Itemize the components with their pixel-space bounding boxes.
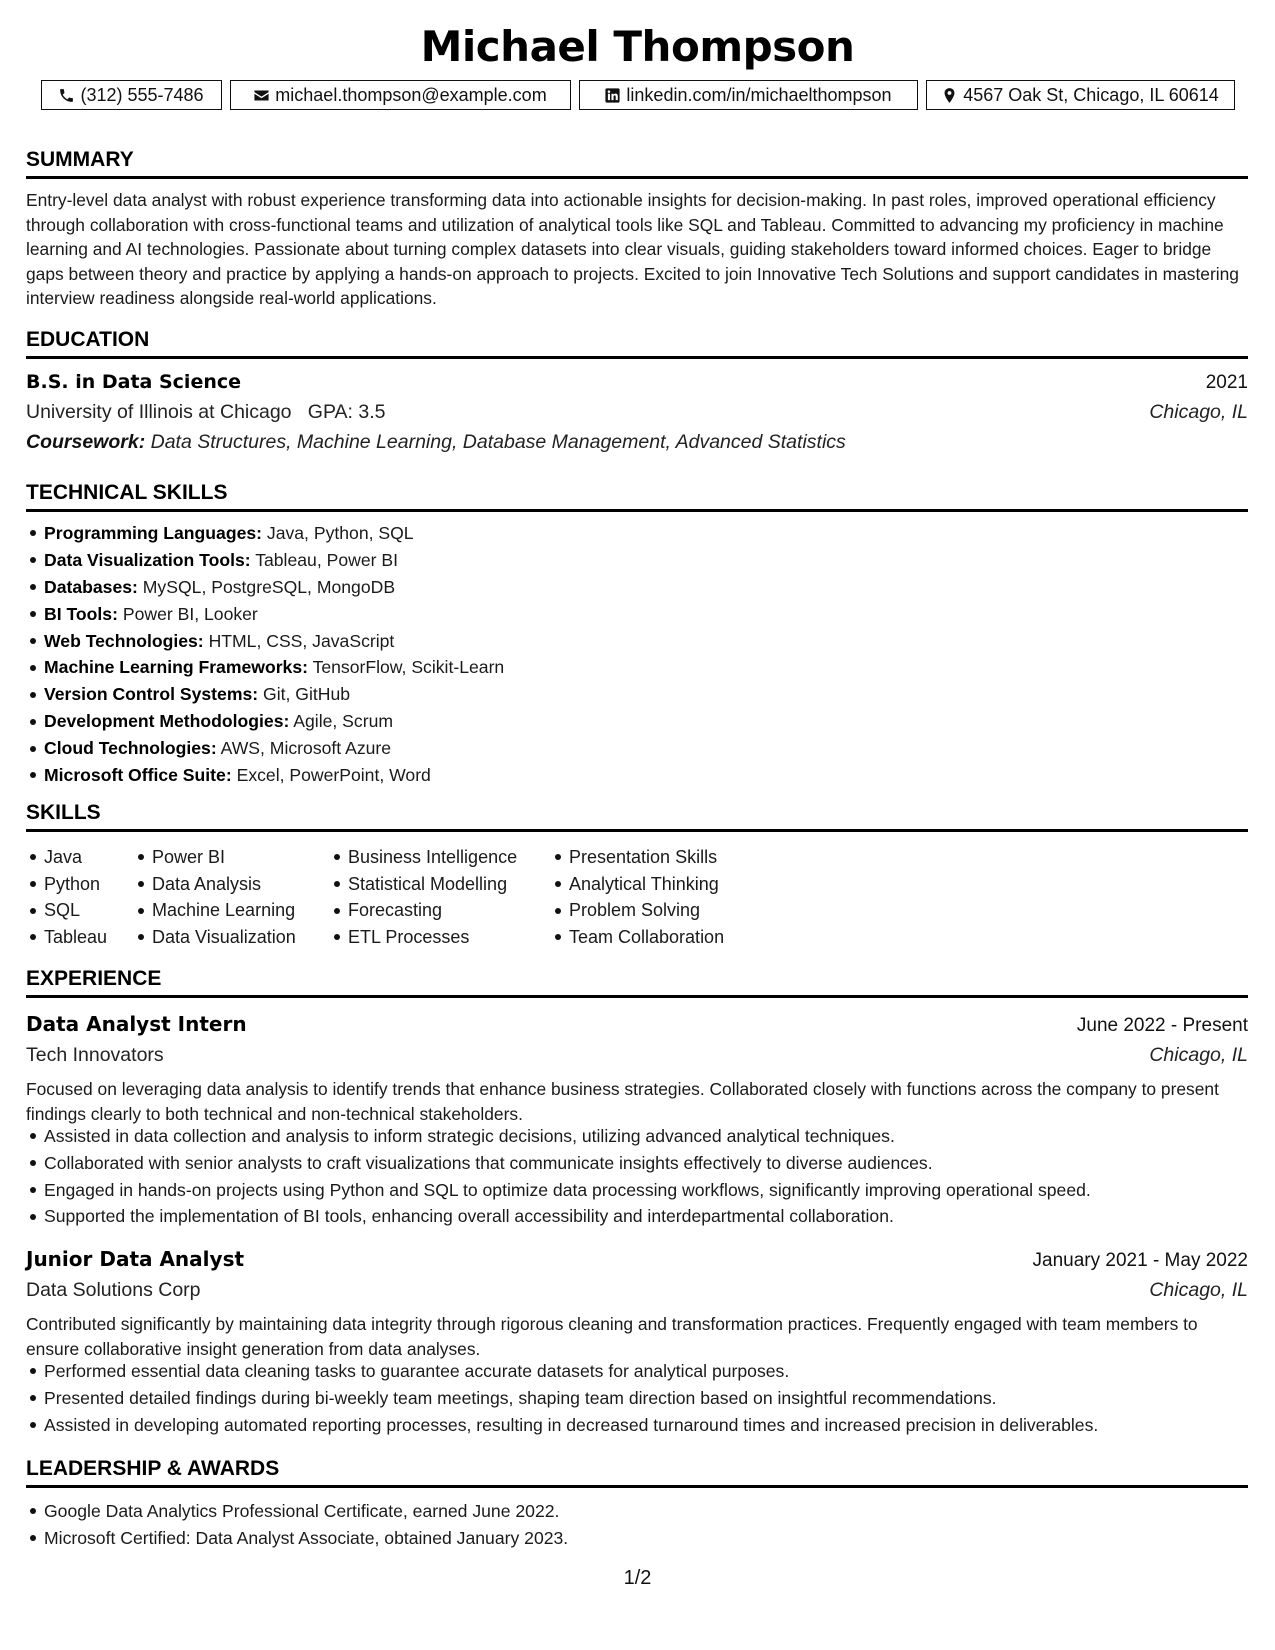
gpa: GPA: 3.5 — [307, 401, 386, 423]
list-item: Forecasting — [330, 897, 551, 924]
degree-title: B.S. in Data Science — [26, 371, 242, 393]
list-item: Google Data Analytics Professional Certificate, earned June 2022. — [26, 1498, 1248, 1525]
list-item: Presentation Skills — [551, 844, 751, 871]
list-item: Data Visualization Tools: Tableau, Power BI — [26, 547, 1248, 574]
list-item: BI Tools: Power BI, Looker — [26, 601, 1248, 628]
list-item: Analytical Thinking — [551, 871, 751, 898]
coursework — [26, 431, 1248, 454]
candidate-name: Michael Thompson — [420, 22, 855, 71]
contact-phone[interactable] — [41, 80, 222, 110]
education-degree-row — [26, 371, 1248, 394]
job-1-bullets — [26, 1123, 1248, 1230]
page-number: 1/2 — [623, 1567, 652, 1589]
email-text: michael.thompson@example.com — [275, 84, 547, 105]
skills-heading: SKILLS — [26, 801, 1248, 832]
job-2-title-row — [26, 1247, 1248, 1272]
linkedin-text: linkedin.com/in/michaelthompson — [626, 84, 892, 105]
job-1-dates: June 2022 - Present — [1076, 1015, 1248, 1036]
skills-column-2 — [134, 844, 330, 951]
list-item: Version Control Systems: Git, GitHub — [26, 681, 1248, 708]
summary-text: Entry-level data analyst with robust experience transforming data into actionable insights for decision-making. In past roles, improved operational efficiency through collaboration with cross-functional teams and utilization of analytical tools like SQL and Tableau. Committed to advancing my proficiency in machine learning and AI technologies. Passionate about turning complex datasets into clear visuals, guiding stakeholders toward informed choices. Eager to bridge gaps between theory and practice by applying a hands-on approach to projects. Excited to join Innovative Tech Solutions and support candidates in mastering interview readiness alongside real-world applications. — [26, 190, 1239, 309]
job-1-role: Data Analyst Intern — [26, 1012, 247, 1036]
list-item: Supported the implementation of BI tools, enhancing overall accessibility and interdepartmental collaboration. — [26, 1203, 1248, 1230]
technical-skills-heading: TECHNICAL SKILLS — [26, 481, 1248, 512]
coursework-list: Data Structures, Machine Learning, Database Management, Advanced Statistics — [150, 431, 846, 453]
job-1-description: Focused on leveraging data analysis to identify trends that enhance business strategies. Collaborated closely with functions across the company to present findings clearly to both technical and non-technical stakeholders. — [26, 1079, 1219, 1124]
summary-heading: SUMMARY — [26, 148, 1248, 179]
graduation-year: 2021 — [1205, 372, 1248, 393]
list-item: Databases: MySQL, PostgreSQL, MongoDB — [26, 574, 1248, 601]
skills-column-3 — [330, 844, 551, 951]
list-item: Data Visualization — [134, 924, 330, 951]
list-item: Power BI — [134, 844, 330, 871]
education-heading: EDUCATION — [26, 328, 1248, 359]
list-item: Web Technologies: HTML, CSS, JavaScript — [26, 628, 1248, 655]
school-name: University of Illinois at Chicago — [26, 401, 292, 423]
job-2-location: Chicago, IL — [1149, 1279, 1248, 1301]
technical-skills-list — [26, 520, 1248, 789]
list-item: Development Methodologies: Agile, Scrum — [26, 708, 1248, 735]
list-item: Statistical Modelling — [330, 871, 551, 898]
job-1-company: Tech Innovators — [26, 1044, 164, 1066]
leadership-heading: LEADERSHIP & AWARDS — [26, 1457, 1248, 1488]
coursework-label: Coursework: — [26, 431, 146, 453]
phone-icon — [58, 87, 75, 104]
job-2-description: Contributed significantly by maintaining data integrity through rigorous cleaning and transformation practices. Frequently engaged with team members to ensure collaborative insight generation from data analyses. — [26, 1314, 1198, 1359]
list-item: SQL — [26, 897, 134, 924]
list-item: Team Collaboration — [551, 924, 751, 951]
job-2-role: Junior Data Analyst — [26, 1247, 245, 1271]
leadership-list — [26, 1498, 1248, 1552]
list-item: Microsoft Certified: Data Analyst Associate, obtained January 2023. — [26, 1525, 1248, 1552]
list-item: Python — [26, 871, 134, 898]
school-location: Chicago, IL — [1149, 401, 1248, 423]
skills-column-4 — [551, 844, 751, 951]
skills-grid — [26, 844, 751, 951]
contact-linkedin[interactable] — [579, 80, 918, 110]
experience-heading: EXPERIENCE — [26, 967, 1248, 998]
contact-email[interactable] — [230, 80, 571, 110]
list-item: Collaborated with senior analysts to craft visualizations that communicate insights effectively to diverse audiences. — [26, 1150, 1248, 1177]
job-2-bullets — [26, 1358, 1248, 1438]
list-item: Cloud Technologies: AWS, Microsoft Azure — [26, 735, 1248, 762]
map-pin-icon — [941, 87, 958, 104]
list-item: ETL Processes — [330, 924, 551, 951]
contact-address[interactable] — [926, 80, 1235, 110]
job-1-title-row — [26, 1012, 1248, 1037]
list-item: Java — [26, 844, 134, 871]
list-item: Problem Solving — [551, 897, 751, 924]
job-2-company: Data Solutions Corp — [26, 1279, 201, 1301]
list-item: Business Intelligence — [330, 844, 551, 871]
list-item: Presented detailed findings during bi-weekly team meetings, shaping team direction based on insightful recommendations. — [26, 1385, 1248, 1412]
list-item: Tableau — [26, 924, 134, 951]
phone-text: (312) 555-7486 — [80, 84, 204, 105]
list-item: Data Analysis — [134, 871, 330, 898]
job-1-company-row — [26, 1044, 1248, 1067]
contact-bar — [0, 80, 1275, 110]
list-item: Machine Learning — [134, 897, 330, 924]
address-text: 4567 Oak St, Chicago, IL 60614 — [963, 84, 1219, 105]
list-item: Assisted in data collection and analysis to inform strategic decisions, utilizing advanced analytical techniques. — [26, 1123, 1248, 1150]
school-info — [26, 401, 385, 424]
linkedin-icon — [604, 87, 621, 104]
list-item: Programming Languages: Java, Python, SQL — [26, 520, 1248, 547]
list-item: Assisted in developing automated reporting processes, resulting in decreased turnaround times and increased precision in deliverables. — [26, 1412, 1248, 1439]
job-2-dates: January 2021 - May 2022 — [1032, 1250, 1248, 1271]
education-school-row — [26, 401, 1248, 424]
list-item: Engaged in hands-on projects using Python and SQL to optimize data processing workflows, significantly improving operational speed. — [26, 1177, 1248, 1204]
job-2-company-row — [26, 1279, 1248, 1302]
list-item: Microsoft Office Suite: Excel, PowerPoint, Word — [26, 762, 1248, 789]
envelope-icon — [253, 87, 270, 104]
list-item: Performed essential data cleaning tasks to guarantee accurate datasets for analytical purposes. — [26, 1358, 1248, 1385]
job-1-location: Chicago, IL — [1149, 1044, 1248, 1066]
skills-column-1 — [26, 844, 134, 951]
list-item: Machine Learning Frameworks: TensorFlow, Scikit-Learn — [26, 654, 1248, 681]
